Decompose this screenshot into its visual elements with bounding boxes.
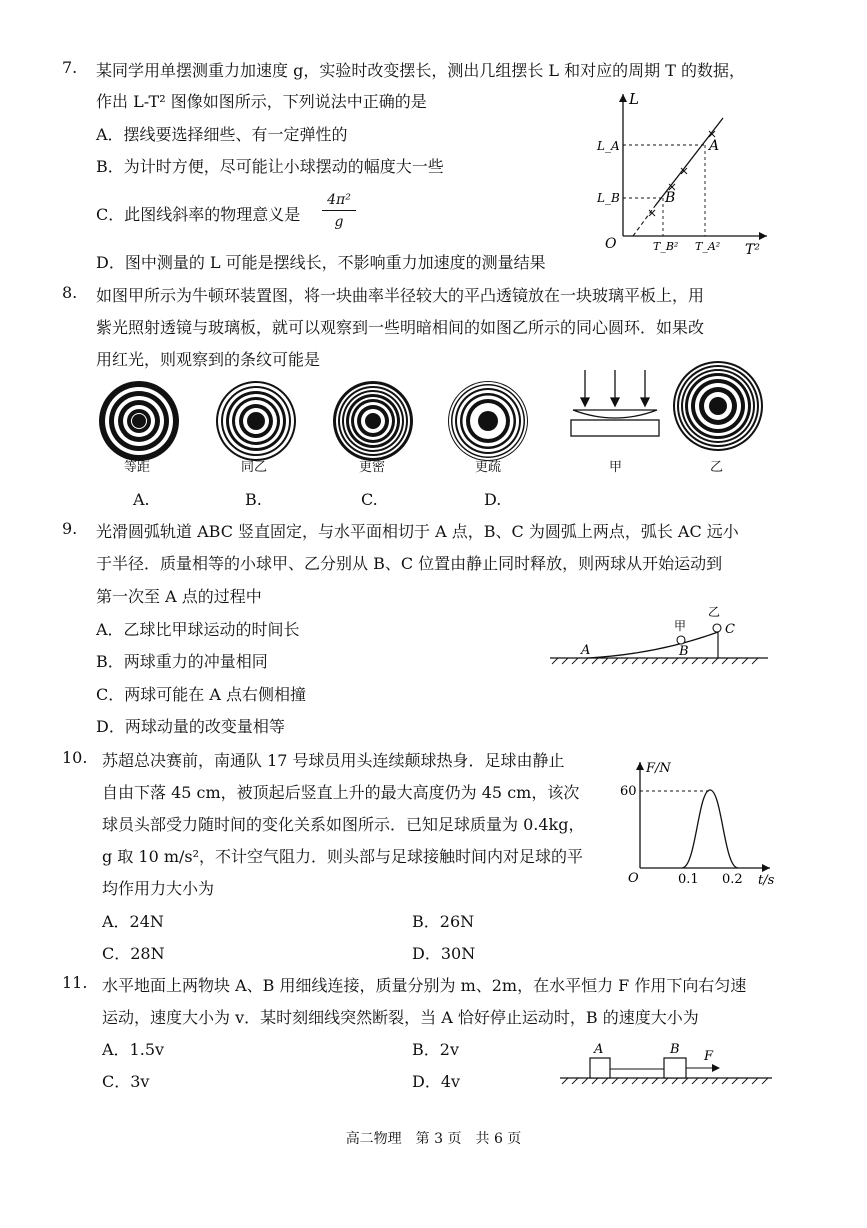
q7-formula	[322, 190, 356, 233]
q7-label-tb: T_B²	[653, 240, 679, 253]
q7-point-b: B	[665, 190, 676, 206]
q8-pattern-yi	[672, 360, 764, 452]
page-footer: 高二物理 第 3 页 共 6 页	[345, 1131, 522, 1147]
q8-option-c: C.	[361, 490, 378, 509]
q8-ring-b	[215, 380, 297, 462]
q7-number: 7.	[62, 58, 78, 77]
q10-option-c: C．28N	[102, 944, 165, 963]
q10-option-d: D．30N	[412, 944, 476, 963]
q7-origin: O	[605, 236, 617, 252]
q10-axis-f: F/N	[646, 761, 671, 776]
q7-axis-t2: T²	[745, 242, 760, 258]
q11-stem-line2: 运动，速度大小为 v．某时刻细线突然断裂，当 A 恰好停止运动时，B 的速度大小为	[102, 1008, 699, 1027]
q10-stem-line4: g 取 10 m/s²，不计空气阻力．则头部与足球接触时间内对足球的平	[102, 847, 584, 866]
q10-stem-line1: 苏超总决赛前，南通队 17 号球员用头连续颠球热身．足球由静止	[102, 751, 565, 770]
q10-stem-line3: 球员头部受力随时间的变化关系如图所示．已知足球质量为 0.4kg，	[102, 815, 585, 834]
q11-option-a: A．1.5v	[102, 1040, 165, 1059]
q7-point-a: A	[709, 138, 720, 154]
q10-t1-label: 0.1	[678, 872, 699, 887]
q11-option-d: D．4v	[412, 1072, 461, 1091]
q9-label-yi: 乙	[708, 605, 721, 619]
q7-label-la: L_A	[597, 139, 620, 153]
q11-label-a: A	[594, 1042, 604, 1057]
q8-caption-b: 同乙	[241, 460, 268, 475]
q9-label-jia: 甲	[674, 619, 687, 633]
q10-origin: O	[628, 871, 639, 886]
q8-apparatus	[565, 368, 665, 440]
q11-label-b: B	[670, 1042, 680, 1057]
q8-ring-a	[98, 380, 180, 462]
q10-number: 10.	[62, 748, 88, 767]
q10-t2-label: 0.2	[722, 872, 743, 887]
q11-number: 11.	[62, 973, 88, 992]
q9-label-a: A	[581, 643, 591, 658]
q9-stem-line3: 第一次至 A 点的过程中	[96, 587, 262, 606]
q9-label-b: B	[679, 644, 689, 659]
q11-stem-line1: 水平地面上两物块 A、B 用细线连接，质量分别为 m、2m，在水平恒力 F 作用下向右匀速	[102, 976, 747, 995]
q8-number: 8.	[62, 283, 78, 302]
q8-label-jia: 甲	[609, 460, 623, 475]
q7-option-a: A．摆线要选择细些、有一定弹性的	[96, 125, 348, 144]
q8-option-b: B.	[245, 490, 262, 509]
q9-option-b: B．两球重力的冲量相同	[96, 652, 268, 671]
q11-option-b: B．2v	[412, 1040, 459, 1059]
q10-option-a: A．24N	[102, 912, 164, 931]
q10-axis-t: t/s	[758, 873, 775, 888]
q9-label-c: C	[725, 622, 735, 637]
q10-stem-line5: 均作用力大小为	[102, 879, 215, 898]
q9-option-a: A．乙球比甲球运动的时间长	[96, 620, 300, 639]
q9-stem-line2: 于半径．质量相等的小球甲、乙分别从 B、C 位置由静止同时释放，则两球从开始运动到	[96, 554, 723, 573]
q9-option-d: D．两球动量的改变量相等	[96, 717, 285, 736]
q8-option-d: D.	[484, 490, 502, 509]
q9-option-c: C．两球可能在 A 点右侧相撞	[96, 685, 306, 704]
q8-stem-line1: 如图甲所示为牛顿环装置图，将一块曲率半径较大的平凸透镜放在一块玻璃平板上，用	[96, 286, 705, 305]
q8-stem-line3: 用红光，则观察到的条纹可能是	[96, 350, 321, 369]
q8-caption-c: 更密	[359, 460, 386, 475]
q7-formula-numerator: 4π²	[322, 190, 356, 211]
q11-label-f: F	[704, 1049, 714, 1064]
q8-stem-line2: 紫光照射透镜与玻璃板，就可以观察到一些明暗相间的如图乙所示的同心圆环．如果改	[96, 318, 705, 337]
q8-ring-d	[447, 380, 529, 462]
q9-track-figure	[548, 600, 770, 670]
q7-stem-line2: 作出 L-T² 图像如图所示，下列说法中正确的是	[96, 92, 427, 111]
q7-axis-l: L	[629, 90, 639, 108]
q8-caption-a: 等距	[124, 460, 151, 475]
q7-option-b: B．为计时方便，尽可能让小球摆动的幅度大一些	[96, 157, 444, 176]
q10-peak-label: 60	[620, 784, 637, 799]
q10-stem-line2: 自由下落 45 cm，被顶起后竖直上升的最大高度仍为 45 cm，该次	[102, 783, 580, 802]
q7-option-d: D．图中测量的 L 可能是摆线长，不影响重力加速度的测量结果	[96, 253, 546, 272]
q8-ring-c	[332, 380, 414, 462]
q7-stem-line1: 某同学用单摆测重力加速度 g，实验时改变摆长，测出几组摆长 L 和对应的周期 T 的数据，	[96, 61, 745, 80]
q8-caption-d: 更疏	[475, 460, 502, 475]
q10-option-b: B．26N	[412, 912, 475, 931]
q7-option-c: C．此图线斜率的物理意义是	[96, 205, 301, 224]
q10-force-graph	[620, 756, 780, 891]
q9-stem-line1: 光滑圆弧轨道 ABC 竖直固定，与水平面相切于 A 点，B、C 为圆弧上两点，弧长 AC 远小	[96, 522, 739, 541]
q7-graph	[595, 88, 775, 258]
q11-option-c: C．3v	[102, 1072, 150, 1091]
q9-number: 9.	[62, 519, 78, 538]
q7-label-ta: T_A²	[695, 240, 721, 253]
q8-option-a: A.	[133, 490, 150, 509]
q8-label-yi: 乙	[710, 460, 724, 475]
q7-formula-denominator: g	[334, 214, 344, 230]
q7-label-lb: L_B	[597, 191, 620, 205]
q11-blocks-figure	[556, 1036, 776, 1092]
